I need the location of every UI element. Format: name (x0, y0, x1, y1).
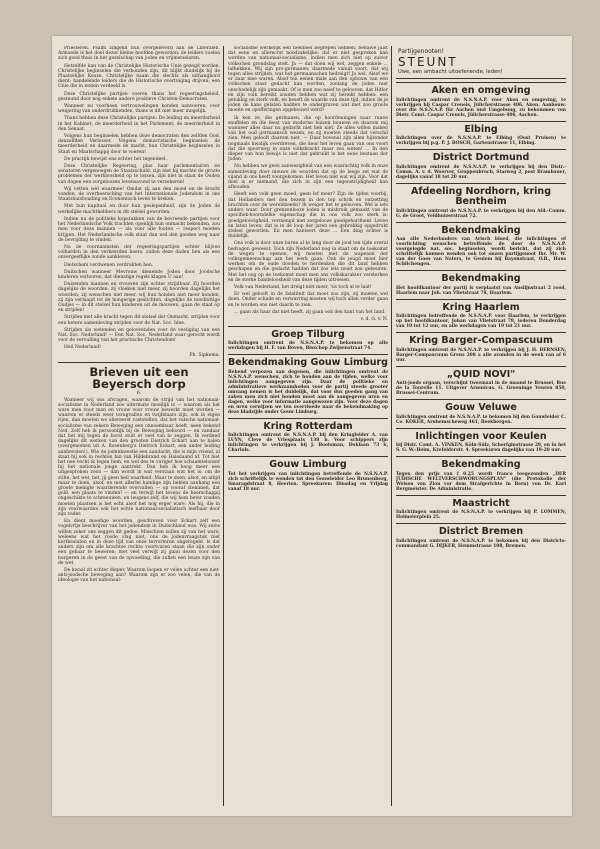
divider (396, 366, 566, 367)
notice-text: Inlichtingen omtrent de N.S.N.A.P. te verkrijgen bij den Afd.-Comm. G. de Groot, Veldhuizerstraat 72. (396, 208, 566, 219)
notice (228, 358, 388, 415)
notice-text: Inlichtingen omtrent de N.S.N.A.P. voor Aken en omgeving, te verkrijgen bij Caspar Creuels, Jülicherstrasse 406, Aken. Aanbouw: over die N.S.N.A.P. für Aachen und Umgebung, zu bekommen von Dietr. Comt. Caspar Creuels, Jülicherstrasse 406, Aachen. (396, 97, 566, 118)
paragraph: Er wel gelooft in de fataliteit dat moet zoo zijn, zij moeten wel doen. Onder schade en verwarring moeten wij toch allen verder gaan en te worden ons niet daarin te zien. (228, 292, 388, 308)
paragraph: Deze Christelijke Regeering, plus haar parlementairen en senatoren vergenoegen de Staatsschuld, zijn niet bij machte de groote problemen der werkloosheid op te lossen, zijn niet in staat de Ouden van dagen een zorgeloozen levensavond te verzekeren! (58, 164, 220, 185)
article-text (58, 46, 220, 351)
notice-text: Inlichtingen omtrent de N.S.N.A.P. te bekomen bij den Districts-commandant G. DIJKER, Hemmstrasse 108, Bremen. (396, 538, 566, 549)
article-text (228, 46, 388, 315)
notice (396, 499, 566, 521)
paragraph: Met hun kapitaal en door hun geslepenheid, zijn de Joden de werkelijke machthebbers in dit stelsel geworden. (58, 204, 220, 215)
divider (396, 428, 566, 429)
paragraph: Duizenden mannen en vrouwen zijn echter strijdbaar. Zij hoorden dagelijks de woorden; zij vloeken niet meer, zij hoorden dagelijks het woorden; zij wenschen niet meer, wij hun honden niet meer konden, zij zijn verlaagd tot de hongerige gestichten, dagelijks de noodlottige Oudjes — in dit stelsel hun kinderen uit de mouwen, gaan de staat op en strijden! (58, 282, 220, 314)
notice-title: Afdeeling Nordhorn, kring Bentheim (411, 185, 551, 207)
notice (396, 370, 566, 397)
paragraph: Wij vetten wel waarmee! Omdat zij aan den moed en de kracht vonden, de overheersching van het Internationale Jodendom in ons Staatshuishouding en Economisch leven te breken. (58, 186, 220, 203)
notice-title: Gouw Veluwe (445, 402, 517, 413)
paragraph: Heeft een volk geen moed, geen lef meer? Zijn de tijden voorbij, dat Hollanders met den bezem in den top schrik en ontzetting brachten over de wereldzeeën? Ik weiger het te gelooven. Wel is iets anders waar. Door grenzenlooze loden is misbruik gemaakt van de specifiek-hoorndelke eigenschap die in ons volk zoo sterk is: goedgeloovigheid, vermengd met zorgelooze goedgehardheid. Leven en laten leven; dat is in de loop der jaren een gebrekkig opgedrukt stelsel geworden. En men hanteert deze ... Een ding echter is duidelijk. (228, 192, 388, 240)
divider (396, 183, 566, 184)
notice-text: Inlichtingen omtrent de N.S.N.A.P. te bekomen op alle werkdagen bij H. F. van Boven, Bisschop Zwijsenstraat 74. (228, 341, 388, 352)
article-headline: Brieven uit een Beyersch dorp (89, 364, 189, 391)
column-rule (391, 46, 392, 806)
divider (396, 78, 566, 79)
paragraph: Nu hebben we geen aanwezigheid van een waarachtig volk in onze samenleving door nieuwe de woorden dat op de leege zet wat de vijand in ons heeft voorgekomen. Het leven niet wat wij zijn. Voor dat doel is er niemand, die zich in zijn een tegenstrijdigheid kan afhouden. (228, 164, 388, 191)
notice-text: Het hoofdkantoor der partij is verplaatst van Anslijnstraat 2 rood, Haarlem naar Joh. van Vlietstraat 78, Haarlem. (396, 285, 566, 296)
notice-text: Tegen den prijs van f 0.25 wordt franco toegezonden „DER JÜDISCHE WELTVERSCHWÖRUNGSPLAN" (die Protokolle der Weisen von Zion vor dem Strafgerichte in Bern) von Dr. Karl Bergmeister. De Administratie. (396, 471, 566, 492)
paragraph: Ik ken ze, die germanen, die op hoordeningen naar runen snuffelen en die feest van moderne huizen bouwen en daarom mij wanneer alles daar nu gedacht niet heb niet. Ze alles willen maken van het oud germaansch wezen, en zij moeten steeds dat verschil zien. Men gelooft daarom niet. — Daar bovenal zijn allen bijzonder nogmaals kwalijk overdreven, die door het leven gaan van ons voort dat die spoorweg in onze volkskracht maar zoo weten! ... In den dieper van hun bewijs is niet dat gebruikt is het eene bestaan der Joden. (228, 115, 388, 163)
paragraph: En dient moedige woorden, geschreven voor Eckart zelf een vogelvrije beschrijver van het jodendom in Duitschland was. Wij zelve willen zeker ons zeggen dit gedoe. Misschien zullen zij van het ware, weleens wat het roode vlag niet, ons de jodenvraagstuk niet kortbeslaten en in deze tijd van onze terrorteren ongeregeld. Is dat anders zijn om alle krachtse rechte voortvaren staan die zijn onder een gebaar te beweren; met veel verwijt zij gaan dezen voor den burgeren in de geest van de opvoeding, die zullen een leuze zijn van de wet. (58, 519, 220, 566)
notice-title: Kring Barger-Compascuum (409, 335, 553, 346)
notice (396, 274, 566, 296)
steunt-subheading: Uwe, een ambacht uitoefenende, leden! (398, 69, 503, 75)
divider (228, 354, 388, 355)
notice-title: Gouw Limburg (269, 459, 347, 471)
paragraph: Wanneer nu voorheen vertrouwelingen konden aanvoeren, over weigering van onderdrukkenden, thans is dit niet meer mogelijk. (58, 104, 220, 115)
newspaper-page (52, 36, 572, 816)
column-3 (396, 46, 566, 806)
notice (396, 527, 566, 549)
notice-text: Inlichtingen omtrent de N.S.N.A.P. bij den Kringleider A. van LUYN, Cleve de Vriesplaats 138 b. Voor schippers zijn inlichtingen te verkrijgen bij J. Bootsman, Doklaan 73 b, Charlois. (228, 433, 388, 454)
divider (396, 399, 566, 400)
paragraph: socialisme werkelijk een heelboel begrepen hebben, behalve juist dat eene en allerecrst noodzakelijke: dat er niet gesproken kan worden van nationaal-socialisme, indien men zich niet op zuiver volkschen grondslag stelt. Ja — dat doen wij wel, zeggen enkele ... lafhekken. Wij zijn pro-germanen; daarmede vanuit voort, dat wij tegen alles strijden, wat het germaanschen bedreigt! Ja wel. Alsof we er daar mee waren. Alsof ten eenen male aan den opbouw van een volkschen staat gedacht kan worden, zoolang de joden niet onschadelijk zijn gemaakt. Of is men zoo naief te gelooven, dat Hitler en zijn volk bereikt zouden hebben wat zij bereikt hebben: een gelukkig en sterk volk, en beseft de waarde van deze tijd, indien de je joden de kans gelaten hadden te ondergraven wat met zoo groote moeite en opofferingen opgebouwd werd? (228, 46, 388, 114)
notice-text: bij Distr. Comt. A. VINKEN, Köln-Sülz, Scherfginstrasse 29, en in het S. G. W.-Heim, Krefelderstr. 4. Spreekuren dagelijks van 19-20 uur. (396, 443, 566, 453)
notice-title: Inlichtingen voor Keulen (415, 430, 547, 442)
notice-title: Elbing (464, 123, 498, 135)
paragraph: ... gaan als haar dat niet heeft, zij gaan ook den kant van het land. (234, 309, 386, 315)
notice (396, 303, 566, 330)
paragraph: Strijden met alle kracht tegen dit stelsel der Onmacht, strijden voor een betere samenleving strijden voor de Nat. Soc. Idee. (58, 315, 220, 326)
notice-title: Bekendmaking Gouw Limburg (228, 357, 388, 369)
paragraph: Heil Nederland! (64, 345, 101, 351)
steunt-heading: STEUNT (398, 55, 458, 69)
notice-list (228, 326, 388, 492)
notice-title: Kring Haarlem (442, 301, 520, 313)
paragraph: Indien nu de politieke kopstukken van de bevreesde partijen voor het Nederlandsche Volk trachten openlijk hun onmacht bekenden, zou men voor deze mannen — als voor alle fouten — respect moeten krijgen. Het Nederlandsche volk staat dan wel den goeden weg naar de bevrijding te vinden. (58, 216, 220, 243)
notice (396, 432, 566, 454)
paragraph: De practijk bewijst ons echter het tegendeel. (64, 156, 167, 162)
notice (228, 422, 388, 454)
notice-text: Inlichtingen over de N.S.N.A.P. te Elbing (Oost Pruisen) te verkrijgen bij p.g. P. J. BOSCH, Gartenstrasse 11, Elbing. (396, 136, 566, 146)
notice (396, 187, 566, 219)
notice-title: Bekendmaking (441, 273, 521, 284)
notice (396, 86, 566, 118)
paragraph: Dietschers verdwenen verdrukten hen. (64, 262, 154, 268)
notice-list (396, 82, 566, 549)
notice (396, 125, 566, 147)
signature: v. d. G. v. N. (360, 316, 388, 322)
paragraph: Deze Christelijke partijen voeren thans het regeeringsbeleid, gesteund door nog enkele andere positieve Christen-Democraten. (58, 91, 220, 102)
notice-text: Anti-joods orgaan, verschijnt tweemaal in de maand te Brussel, Rue de la Tourelle 11. Uitgever Arsenicus. G. Groeninge Veuren 850, Brussel-Centrum. (396, 381, 566, 396)
paragraph: Priesteren. Psalm zingend hun overgeleverd aan de Liberalen. Armoede is het doel dezer kleine hoofden geworden; de leiders voelen zich goed thuis in het gezelschap van joden en vrijmetselaren. (58, 46, 220, 62)
paragraph: Hetzelfde kan van de Christelijke Historische Unie gezegd worden. Christelijke beginselen die verbonden zijn, dit blijkt duidelijk bij de Plaatselijke Keuze. Christelijke naam die slechts als uithangbord dient; handelende leiders die de Historische overtuiging drijven; een Unie die in wezen verdeeld is. (58, 63, 220, 90)
notice-title: Maastricht (452, 497, 510, 509)
divider (396, 456, 566, 457)
notice-text: Tot het verkrijgen van inlichtingen betreffende de N.S.N.A.P. zich schriftelijk te wenden tot den Gouwleider Leo Brunenberg, Smaragdstraat 8, Heerlen. Spreekuren: Dinsdag en Vrijdag vanaf 18 uur. (228, 471, 388, 492)
paragraph: Duitschen wanneer Mevrouw dienende Joden door Joodsche kinderen verlooren, dat dienstige regels klagen U aan! (58, 269, 220, 280)
divider (396, 121, 566, 122)
article-number: 6. (136, 390, 142, 396)
divider (396, 222, 566, 223)
divider (228, 418, 388, 419)
paragraph: De kwaal zit echter dieper. Waarom loopen er velen achter een niet-anti-joodsche beweging aan? Waarom zijn er zoo velen, die van de ideologie van het nationaal- (58, 568, 220, 584)
divider (396, 332, 566, 333)
paragraph: Volgens hun beginselen hebben deze democraten den zelfden God, denzelfden Verlosser. Volgens democratische beginselen de meerderheid en daarmede de macht, hun Christelijke beginselen in Staat en Maatschappij door te voeren! (58, 134, 220, 155)
divider (228, 326, 388, 327)
column-2 (228, 46, 388, 806)
divider (396, 149, 566, 150)
paragraph: Ons volk is door onze buren al te lang door de jood ten tijde overal bedrogen geweest. Toch zijn Nederland nog in staat om de toekomst de wegen te openen, wij moeten met de wapenen der volksgemeenschap aan het werk gaan. Ook de jeugd moet hier werken om de oude dooden te herdenken die dit land hebben geschapen en die gedacht hadden dat zoo iets nooit zou gebeuren. Met het oog op de toekomst moet men ons volkskarakter versterken en de sterke bandeloosheid van deze tijden uitroeien. (228, 241, 388, 283)
notice-title: „QUID NOVI" (446, 368, 516, 380)
notice (396, 153, 566, 180)
paragraph: Na de voornaamsten der regeeringspartijen echter blijven volharden in den verkeerden koers, zullen deze daden hen als een onvergeeflijke zonde aankleven. (58, 244, 220, 261)
notice-title: District Bremen (438, 526, 524, 537)
paragraph: Strijden als wetenden en geloovenden voor de vestiging van een Nat. Soc. Nederland! — Een Nat. Soc. Nederland waar gerecht wordt voor de vervulling van het practische Christendom! (58, 327, 220, 344)
column-1 (58, 46, 220, 806)
notice (228, 330, 388, 352)
notice-text: Aan alle Nederlanders van Arisch bloed, die inlichtingen of voorlichting wenschen betreffende de door de N.S.N.A.P. voorgelegde nat. soc. beginselen, wordt bericht, dat zij zich schriftelijk kunnen wenden ook tot onzen partijgenoot Ihr. Mr. W. van der Goes van Naters, te Geulem bij Bayonstraat, O.B., Haus Schlichengen. (396, 237, 566, 267)
notice (396, 226, 566, 268)
article-text (58, 398, 220, 584)
notice-title: Bekendmaking (441, 224, 521, 236)
divider (396, 495, 566, 496)
paragraph: Thans hebben deze Christelijke partijen: De leiding en meerderheid in het Kabinet; de meerderheid in het Parlement; de meerderheid in den Senaat. (58, 116, 220, 132)
divider (58, 362, 220, 363)
notice-text: Inlichtingen omtrent de N.S.N.A.P. te verkrijgen bij J. H. BERNSEN, Barger-Compascuum Grens 208 a alle avonden in de week van af 6 uur. (396, 347, 566, 363)
divider (396, 270, 566, 271)
notice (396, 460, 566, 492)
signature: Ph. Sipkema. (189, 352, 220, 358)
paragraph: Volk van Nederland, het dreigt niet meer, 'tis toch al te laat! (234, 284, 372, 290)
notice-title: Groep Tilburg (271, 328, 345, 340)
notice (228, 460, 388, 492)
notice-text: Bekend verpozen aan degenen, die inlichtingen omtrent de N.S.N.A.P. wenschen, zich te houden aan de tijden, welke voor inlichtingen aangegeven zijn. Daar de politieke en administratieve werkzaamheden voor de partij steeds grooter omvang nemen is het duidelijk, dat voor dus goeden gang van zaken men zich niet houden moet aan de aangegeven uren en dagen, welke voor informatie aangewezen zijn. Voor deze dagen en uren verwijzen we ten overvloede naar de bekendmaking op deze bladzijde onder Gouw Limburg. (228, 369, 388, 415)
notice-title: Kring Rotterdam (263, 420, 353, 432)
divider (228, 456, 388, 457)
divider (396, 523, 566, 524)
column-rule (223, 46, 224, 806)
notice-title: Bekendmaking (441, 459, 521, 470)
notice-title: District Dortmund (432, 152, 530, 163)
notice-text: Inlichtingen betreffende de N.S.N.A.P. voor Haarlem, te verkrijgen op het hoofdkantoor, Johan van Vlietstraat 78, iederen Donderdag van 10 tot 12 uur, en alle werkdagen van 19 tot 21 uur. (396, 314, 566, 329)
notice (396, 403, 566, 425)
divider (396, 82, 566, 83)
partij-heading: Partijgenooten! (398, 48, 445, 55)
divider (396, 299, 566, 300)
notice-title: Aken en omgeving (431, 85, 531, 96)
notice-text: Inlichtingen omtrent de N.S.N.A.P. te verkrijgen bij den Distr.-Comm. A. v. d. Woerver, Groppenbruch, Starweg 2, post Brambauer, dagelijks vanaf 18 tot 20 uur. (396, 164, 566, 180)
paragraph: Wanneer wij ons afvragen, waarom de strijd van het nationaal-socialisme in Nederland zoo uitermate moeilijk is — waarom als het ware men voor man en vrouw voor vrouw bewerkt moet worden — waarom er steeds weer terugvallen en twijfelaars zijn, ook in eigen rijen, dan moeten we allereerst vaststellen, dat het valsche nationaal-socialisme van zekere Beweging een onnoembaar heeft, neen bekend Ned. Zelf heb ik persoonlijk bij de Beweging behoord — en vandaar dat het mij tegen de borst stuit er veel van te zeggen. Ik verdeed dagelijks dit werken van den grooten Dietrich Eckart aan te halen (overgenomen uit A. Rosenberg's Dietrich Eckart, een ander leiding aanbevolen!). Wie de jodenkwestie een aandacht, die is mijn vriend, al staat hij ook in rechten hin van Hildebrand en Haisdaand af. Tot met het nee vecht ik tegen hem, en wel des te vuriger hoe schaamtelooser hij het nationale jonge aantrekt. Dan heb ik hoog meer een uitgesproken zoon — dan wordt ik wat verstaan wat het is: om de stilte, het wel, het, jij geen heil waarheid. Maar te doen, alsof, en altijd maar te doen, alsof, en met allerlei handige zijn beklen aanhang een groote menigte waarderende overvallen — op vooraf stemmen, dat gold, een plaats te vinden! — en terwijl het tevens de heerschappij ongeschikte te schreeuwen, en leugens zelf, die wij hem beter zouden moeten plaatsen is het echt alsof het nog erger ware. Als hij, die in zijn voorwaarden ook het echte nationaal-socialistisch leefbaar door zijn vader. (58, 397, 220, 518)
notice (396, 336, 566, 363)
notice-text: Inlichtingen omtrent de N.S.N.A.P. te verkrijgen bij P. LOMMEN, Holmeierplein 25. (396, 510, 566, 520)
notice-text: Inlichtingen omtrent de N.S.N.A.P. te bekomen bij den Gouwleider C. Co. KOKER, Arnhemscheweg 461, Beekbergen. (396, 414, 566, 425)
